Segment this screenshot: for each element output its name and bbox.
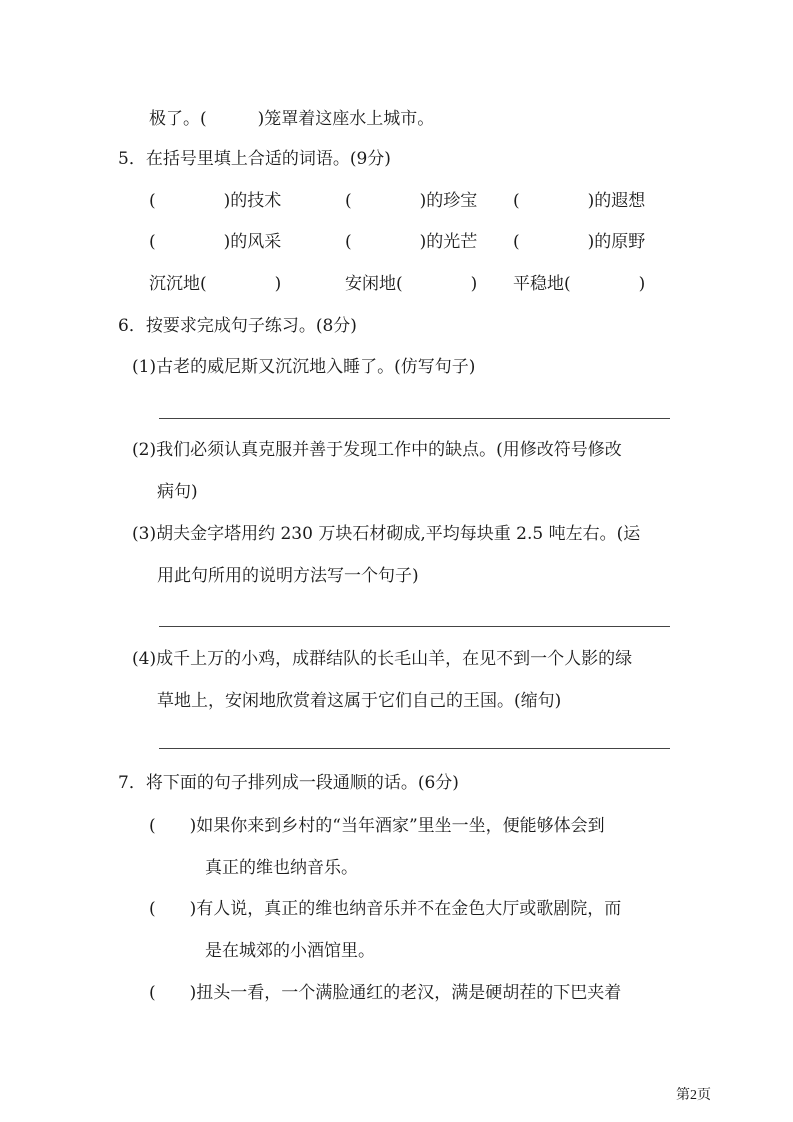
q5-blank-7: 沉沉地( ) (149, 274, 282, 294)
q7-sentence-2-line-2: 是在城郊的小酒馆里。 (205, 941, 375, 961)
question-5-heading: 5．在括号里填上合适的词语。(9分) (118, 149, 391, 169)
question-6-heading: 6．按要求完成句子练习。(8分) (118, 316, 357, 336)
q6-item-3-line-1: (3)胡夫金字塔用约 230 万块石材砌成,平均每块重 2.5 吨左右。(运 (132, 524, 641, 544)
q6-item-1: (1)古老的威尼斯又沉沉地入睡了。(仿写句子) (132, 357, 476, 377)
q7-sentence-1-line-1: ( )如果你来到乡村的“当年酒家”里坐一坐，便能够体会到 (149, 816, 605, 836)
q6-item-4-line-1: (4)成千上万的小鸡，成群结队的长毛山羊，在见不到一个人影的绿 (132, 649, 633, 669)
q6-item-4-line-2: 草地上，安闲地欣赏着这属于它们自己的王国。(缩句) (157, 691, 562, 711)
q5-blank-5: ( )的光芒 (345, 232, 478, 252)
q5-blank-2: ( )的珍宝 (345, 191, 478, 211)
q7-sentence-1-line-2: 真正的维也纳音乐。 (205, 858, 358, 878)
answer-line-2[interactable] (159, 626, 670, 627)
q5-blank-1: ( )的技术 (149, 191, 282, 211)
q5-blank-6: ( )的原野 (513, 232, 646, 252)
q5-blank-9: 平稳地( ) (513, 274, 646, 294)
q5-blank-4: ( )的风采 (149, 232, 282, 252)
answer-line-3[interactable] (159, 748, 670, 749)
q7-sentence-3-line-1: ( )扭头一看，一个满脸通红的老汉，满是硬胡茬的下巴夹着 (149, 983, 622, 1003)
q4-continuation-line: 极了。( )笼罩着这座水上城市。 (149, 109, 435, 129)
question-7-heading: 7．将下面的句子排列成一段通顺的话。(6分) (118, 773, 459, 793)
q5-blank-3: ( )的遐想 (513, 191, 646, 211)
q7-sentence-2-line-1: ( )有人说，真正的维也纳音乐并不在金色大厅或歌剧院，而 (149, 899, 622, 919)
q6-item-3-line-2: 用此句所用的说明方法写一个句子) (157, 566, 419, 586)
q6-item-2-line-2: 病句) (157, 482, 198, 502)
q6-item-2-line-1: (2)我们必须认真克服并善于发现工作中的缺点。(用修改符号修改 (132, 440, 622, 460)
answer-line-1[interactable] (159, 418, 670, 419)
q5-blank-8: 安闲地( ) (345, 274, 478, 294)
page-number: 第2页 (676, 1088, 711, 1103)
